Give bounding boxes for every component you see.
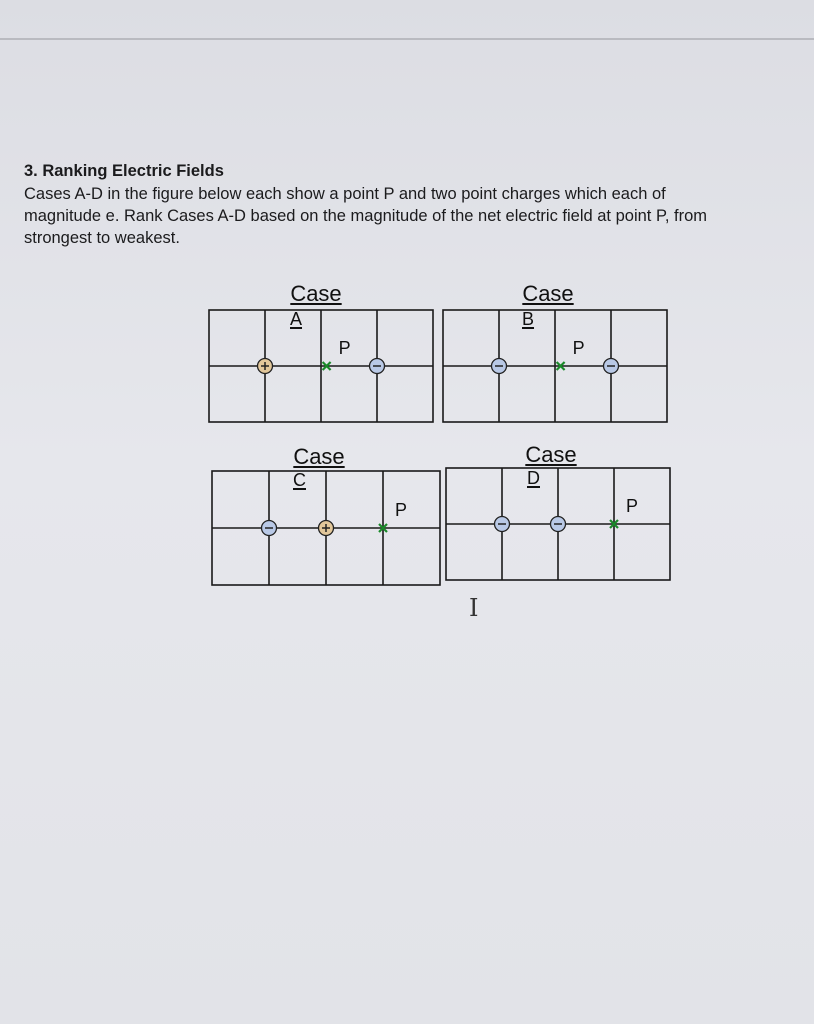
case-b-point-p-label: P: [572, 338, 585, 358]
case-d-heading: Case: [525, 442, 577, 467]
case-a-point-p-label: P: [338, 338, 351, 358]
case-c-point-p-label: P: [395, 500, 408, 520]
case-b-heading: Case: [522, 281, 574, 306]
text-cursor-icon: I: [469, 594, 479, 622]
problem-title: 3. Ranking Electric Fields: [24, 162, 224, 180]
problem-line-2: magnitude e. Rank Cases A-D based on the magnitude of the net electric field at point P, from: [24, 207, 708, 225]
problem-line-1: Cases A-D in the figure below each show a point P and two point charges which each of: [24, 185, 666, 203]
case-d-point-p-label: P: [626, 496, 639, 516]
case-c-heading: Case: [293, 444, 345, 469]
case-d-letter: D: [527, 468, 540, 488]
case-b-letter: B: [522, 309, 535, 329]
case-c-letter: C: [293, 470, 306, 490]
case-a-heading: Case: [290, 281, 342, 306]
case-a-letter: A: [290, 309, 303, 329]
problem-line-3: strongest to weakest.: [24, 229, 180, 247]
